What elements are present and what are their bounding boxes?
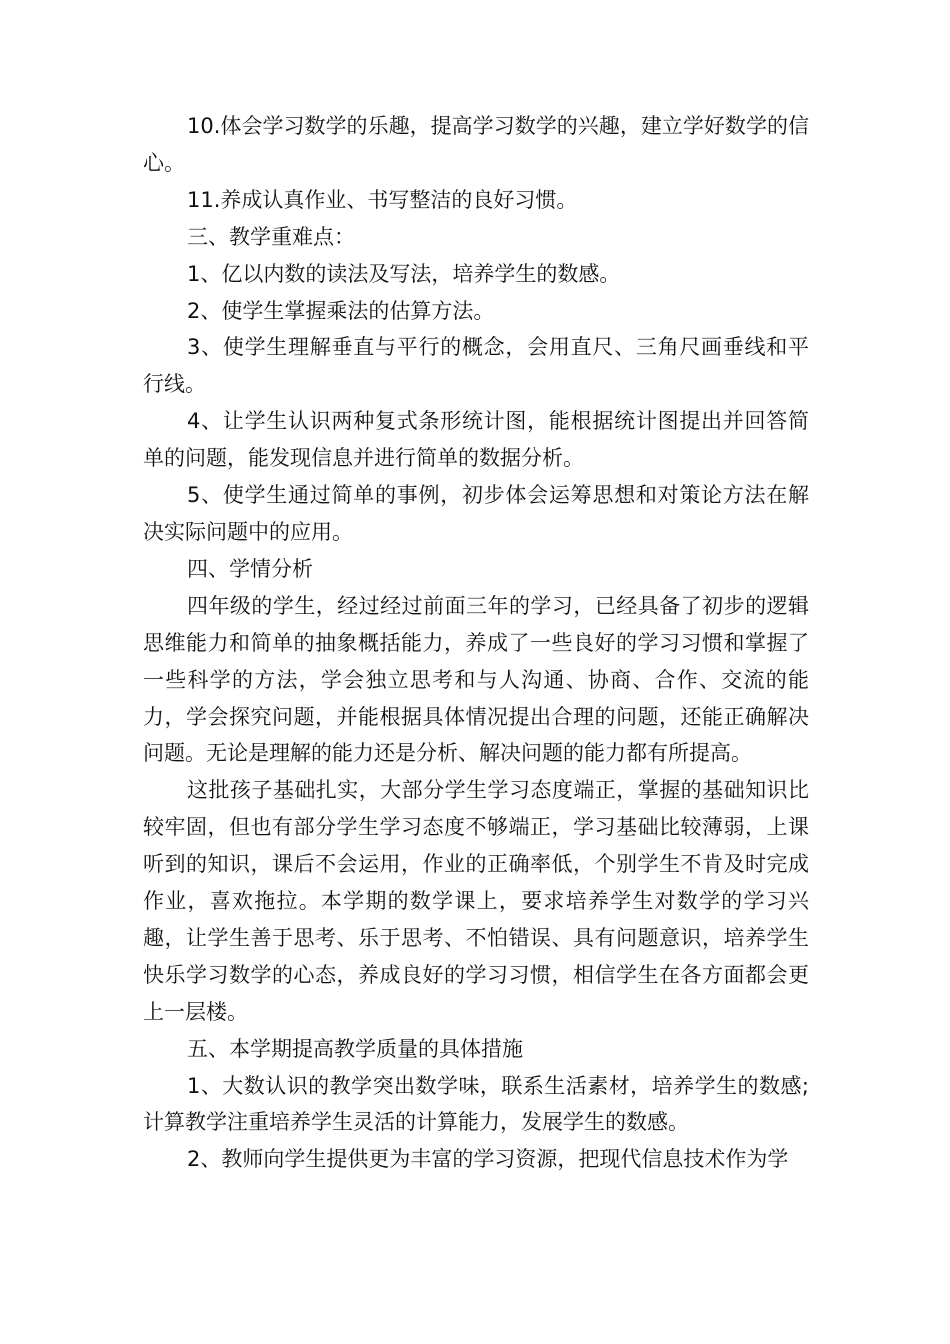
item-10: 10.体会学习数学的乐趣，提高学习数学的兴趣，建立学好数学的信心。 (143, 114, 809, 175)
document-body (143, 108, 809, 1178)
section-heading-key-points: 三、教学重难点： (187, 224, 355, 249)
section-heading-student-analysis: 四、学情分析 (187, 556, 313, 581)
measure-1: 1、大数认识的教学突出数学味，联系生活素材，培养学生的数感;计算教学注重培养学生灵活的计算能力，发展学生的数感。 (143, 1073, 809, 1135)
section-heading-measures: 五、本学期提高教学质量的具体措施 (187, 1036, 523, 1061)
key-point-4: 4、让学生认识两种复式条形统计图，能根据统计图提出并回答简单的问题，能发现信息并进行简单的数据分析。 (143, 409, 809, 471)
key-point-3: 3、使学生理解垂直与平行的概念，会用直尺、三角尺画垂线和平行线。 (143, 335, 809, 397)
student-analysis-paragraph-2: 这批孩子基础扎实，大部分学生学习态度端正，掌握的基础知识比较牢固，但也有部分学生学习态度不够端正，学习基础比较薄弱，上课听到的知识，课后不会运用，作业的正确率低，个别学生不肯及时完成作业，喜欢拖拉。本学期的数学课上，要求培养学生对数学的学习兴趣，让学生善于思考、乐于思考、不怕错误、具有问题意识，培养学生快乐学习数学的心态，养成良好的学习习惯，相信学生在各方面都会更上一层楼。 (143, 778, 809, 1024)
item-11: 11.养成认真作业、书写整洁的良好习惯。 (187, 187, 578, 212)
measure-2: 2、教师向学生提供更为丰富的学习资源，把现代信息技术作为学 (187, 1147, 789, 1172)
student-analysis-paragraph-1: 四年级的学生，经过经过前面三年的学习，已经具备了初步的逻辑思维能力和简单的抽象概括能力，养成了一些良好的学习习惯和掌握了一些科学的方法，学会独立思考和与人沟通、协商、合作、交流的能力，学会探究问题，并能根据具体情况提出合理的问题，还能正确解决问题。无论是理解的能力还是分析、解决问题的能力都有所提高。 (143, 593, 809, 766)
key-point-1: 1、亿以内数的读法及写法，培养学生的数感。 (187, 261, 621, 286)
key-point-2: 2、使学生掌握乘法的估算方法。 (187, 298, 495, 323)
key-point-5: 5、使学生通过简单的事例，初步体会运筹思想和对策论方法在解决实际问题中的应用。 (143, 483, 809, 544)
